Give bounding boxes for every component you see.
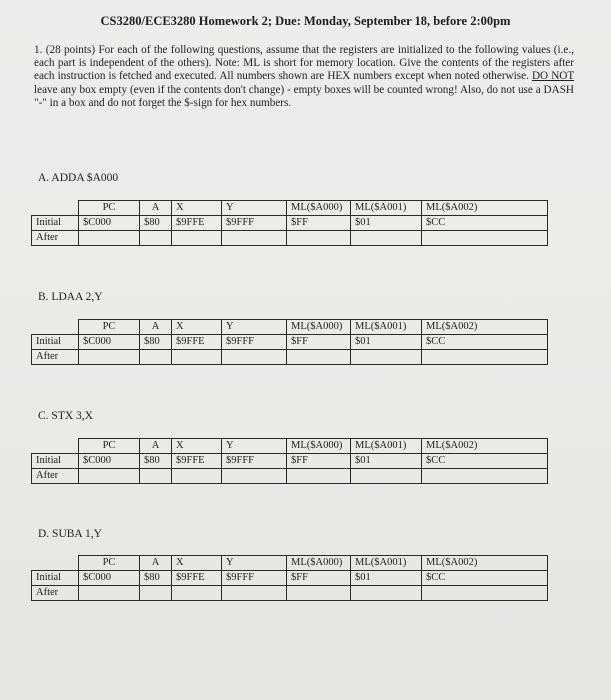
header-a: A: [140, 201, 172, 216]
corner-cell: [32, 201, 79, 216]
corner-cell: [32, 320, 79, 335]
initial-a: $80: [140, 571, 172, 586]
after-ml-a001[interactable]: [351, 586, 422, 601]
question-lead: 1. (28 points) For each of the following questions, assume that the registers are initialized to the following values (i.e., each part is independent of the others). Note: ML is short for memory location. Give the contents of the registers after each instruction is fetched and executed. All numbers shown are HEX numbers except when noted otherwise.: [34, 44, 574, 83]
header-row: [32, 201, 548, 216]
initial-x: $9FFE: [172, 216, 222, 231]
after-ml-a002[interactable]: [422, 350, 548, 365]
initial-row: [32, 571, 548, 586]
after-ml-a001[interactable]: [351, 469, 422, 484]
initial-ml-a001: $01: [351, 335, 422, 350]
initial-pc: $C000: [79, 571, 140, 586]
initial-y: $9FFF: [222, 454, 287, 469]
header-a: A: [140, 439, 172, 454]
page-title: CS3280/ECE3280 Homework 2; Due: Monday, September 18, before 2:00pm: [100, 14, 511, 28]
header-pc: PC: [79, 556, 140, 571]
part-c-table: [31, 438, 548, 484]
after-ml-a002[interactable]: [422, 586, 548, 601]
after-y[interactable]: [222, 586, 287, 601]
after-row: [32, 350, 548, 365]
initial-label: Initial: [32, 335, 79, 350]
part-a-label: A. ADDA $A000: [38, 172, 119, 184]
after-ml-a002[interactable]: [422, 469, 548, 484]
initial-ml-a002: $CC: [422, 335, 548, 350]
header-y: Y: [222, 556, 287, 571]
initial-row: [32, 216, 548, 231]
after-ml-a000[interactable]: [287, 350, 351, 365]
header-row: [32, 556, 548, 571]
header-pc: PC: [79, 320, 140, 335]
header-ml-a001: ML($A001): [351, 439, 422, 454]
header-a: A: [140, 320, 172, 335]
header-ml-a002: ML($A002): [422, 320, 548, 335]
after-a[interactable]: [140, 586, 172, 601]
initial-ml-a000: $FF: [287, 335, 351, 350]
corner-cell: [32, 556, 79, 571]
after-row: [32, 469, 548, 484]
initial-row: [32, 454, 548, 469]
after-label: After: [32, 586, 79, 601]
initial-ml-a001: $01: [351, 216, 422, 231]
after-y[interactable]: [222, 350, 287, 365]
initial-a: $80: [140, 454, 172, 469]
after-y[interactable]: [222, 469, 287, 484]
header-x: X: [172, 201, 222, 216]
part-a-table: [31, 200, 548, 246]
after-a[interactable]: [140, 469, 172, 484]
after-pc[interactable]: [79, 350, 140, 365]
initial-x: $9FFE: [172, 335, 222, 350]
initial-a: $80: [140, 335, 172, 350]
after-pc[interactable]: [79, 469, 140, 484]
initial-label: Initial: [32, 454, 79, 469]
header-row: [32, 320, 548, 335]
header-ml-a000: ML($A000): [287, 439, 351, 454]
part-b-table: [31, 319, 548, 365]
after-y[interactable]: [222, 231, 287, 246]
initial-ml-a001: $01: [351, 454, 422, 469]
initial-y: $9FFF: [222, 571, 287, 586]
header-a: A: [140, 556, 172, 571]
header-y: Y: [222, 320, 287, 335]
after-x[interactable]: [172, 586, 222, 601]
header-ml-a001: ML($A001): [351, 201, 422, 216]
header-y: Y: [222, 201, 287, 216]
header-ml-a000: ML($A000): [287, 556, 351, 571]
after-ml-a000[interactable]: [287, 231, 351, 246]
header-ml-a001: ML($A001): [351, 320, 422, 335]
after-pc[interactable]: [79, 231, 140, 246]
initial-pc: $C000: [79, 216, 140, 231]
initial-pc: $C000: [79, 454, 140, 469]
header-pc: PC: [79, 201, 140, 216]
initial-pc: $C000: [79, 335, 140, 350]
initial-row: [32, 335, 548, 350]
initial-ml-a002: $CC: [422, 571, 548, 586]
header-ml-a002: ML($A002): [422, 556, 548, 571]
header-x: X: [172, 556, 222, 571]
after-x[interactable]: [172, 231, 222, 246]
part-d-label: D. SUBA 1,Y: [38, 528, 102, 540]
initial-y: $9FFF: [222, 216, 287, 231]
part-d-table: [31, 555, 548, 601]
initial-x: $9FFE: [172, 571, 222, 586]
header-ml-a000: ML($A000): [287, 201, 351, 216]
question-tail: leave any box empty (even if the contents don't change) - empty boxes will be counted wrong! Also, do not use a DASH "-" in a box and do not forget the $-sign for hex numbers.: [34, 83, 574, 109]
question-text: [34, 44, 574, 110]
header-ml-a001: ML($A001): [351, 556, 422, 571]
after-x[interactable]: [172, 350, 222, 365]
after-ml-a000[interactable]: [287, 469, 351, 484]
header-ml-a002: ML($A002): [422, 439, 548, 454]
header-ml-a000: ML($A000): [287, 320, 351, 335]
initial-ml-a000: $FF: [287, 216, 351, 231]
initial-y: $9FFF: [222, 335, 287, 350]
header-x: X: [172, 439, 222, 454]
after-ml-a001[interactable]: [351, 350, 422, 365]
after-pc[interactable]: [79, 586, 140, 601]
after-row: [32, 586, 548, 601]
part-b-label: B. LDAA 2,Y: [38, 291, 103, 303]
initial-x: $9FFE: [172, 454, 222, 469]
after-ml-a000[interactable]: [287, 586, 351, 601]
header-row: [32, 439, 548, 454]
after-a[interactable]: [140, 231, 172, 246]
initial-ml-a001: $01: [351, 571, 422, 586]
header-y: Y: [222, 439, 287, 454]
header-x: X: [172, 320, 222, 335]
initial-ml-a000: $FF: [287, 454, 351, 469]
initial-label: Initial: [32, 216, 79, 231]
after-ml-a002[interactable]: [422, 231, 548, 246]
question-emphasis: DO NOT: [531, 70, 575, 83]
header-ml-a002: ML($A002): [422, 201, 548, 216]
initial-label: Initial: [32, 571, 79, 586]
after-a[interactable]: [140, 350, 172, 365]
initial-a: $80: [140, 216, 172, 231]
after-label: After: [32, 231, 79, 246]
initial-ml-a002: $CC: [422, 216, 548, 231]
after-x[interactable]: [172, 469, 222, 484]
after-ml-a001[interactable]: [351, 231, 422, 246]
after-row: [32, 231, 548, 246]
initial-ml-a000: $FF: [287, 571, 351, 586]
corner-cell: [32, 439, 79, 454]
header-pc: PC: [79, 439, 140, 454]
part-c-label: C. STX 3,X: [38, 410, 93, 422]
after-label: After: [32, 350, 79, 365]
after-label: After: [32, 469, 79, 484]
initial-ml-a002: $CC: [422, 454, 548, 469]
